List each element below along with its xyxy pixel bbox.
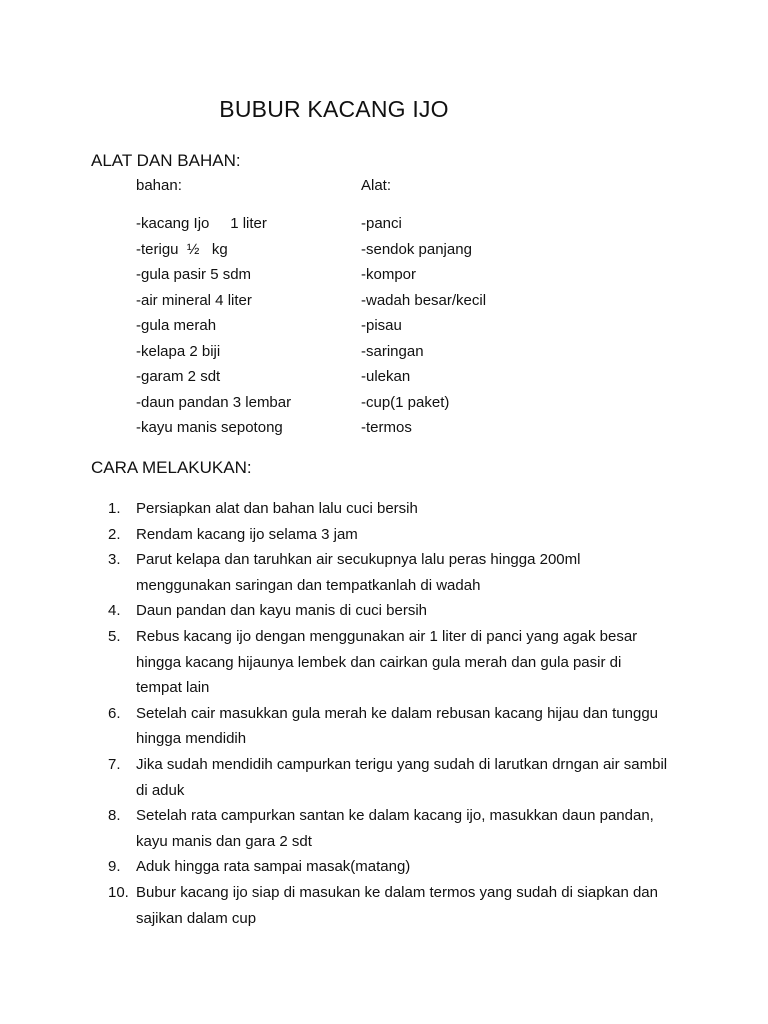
step-item bbox=[108, 803, 668, 854]
steps-list bbox=[108, 496, 668, 931]
step-text: Parut kelapa dan taruhkan air secukupnya lalu peras hingga 200ml menggunakan saringan dan tempatkanlah di wadah bbox=[136, 551, 581, 594]
step-item bbox=[108, 624, 668, 701]
step-text: Rendam kacang ijo selama 3 jam bbox=[136, 525, 358, 543]
alat-item: -panci bbox=[361, 215, 402, 232]
step-text: Setelah rata campurkan santan ke dalam kacang ijo, masukkan daun pandan, kayu manis dan gara 2 sdt bbox=[136, 807, 654, 850]
alat-item: -cup(1 paket) bbox=[361, 393, 450, 411]
bahan-item: -daun pandan 3 lembar bbox=[136, 393, 292, 411]
tools-materials-heading: ALAT DAN BAHAN: bbox=[91, 151, 241, 170]
step-number: 3. bbox=[108, 551, 121, 569]
alat-item: -sendok panjang bbox=[361, 240, 472, 258]
step-text: Setelah cair masukkan gula merah ke dalam rebusan kacang hijau dan tunggu hingga mendidih bbox=[136, 704, 658, 748]
step-text: Bubur kacang ijo siap di masukan ke dalam termos yang sudah di siapkan dan sajikan dalam cup bbox=[136, 883, 658, 927]
bahan-item: -garam 2 sdt bbox=[136, 368, 221, 385]
step-item bbox=[108, 598, 668, 624]
alat-heading: Alat: bbox=[361, 177, 392, 194]
alat-list bbox=[361, 211, 601, 441]
step-number: 2. bbox=[108, 525, 121, 543]
step-number: 7. bbox=[108, 755, 121, 773]
alat-item: -saringan bbox=[361, 342, 424, 360]
step-text: Jika sudah mendidih campurkan terigu yang sudah di larutkan drngan air sambil di aduk bbox=[136, 755, 668, 799]
alat-item: -kompor bbox=[361, 266, 417, 283]
bahan-item: -kayu manis sepotong bbox=[136, 419, 283, 436]
alat-item: -termos bbox=[361, 419, 412, 436]
step-number: 4. bbox=[108, 602, 121, 620]
step-item bbox=[108, 522, 668, 548]
bahan-item: -terigu ½ kg bbox=[136, 240, 228, 258]
method-heading: CARA MELAKUKAN: bbox=[91, 458, 252, 477]
alat-item: -ulekan bbox=[361, 368, 411, 385]
step-number: 8. bbox=[108, 807, 121, 825]
bahan-item: -air mineral 4 liter bbox=[136, 291, 252, 309]
step-text: Daun pandan dan kayu manis di cuci bersih bbox=[136, 602, 428, 620]
step-item bbox=[108, 496, 668, 522]
step-item bbox=[108, 547, 668, 598]
step-item bbox=[108, 701, 668, 752]
bahan-item: -gula pasir 5 sdm bbox=[136, 266, 252, 283]
bahan-heading: bahan: bbox=[136, 177, 182, 194]
page-title: BUBUR KACANG IJO bbox=[219, 96, 449, 122]
step-item bbox=[108, 854, 668, 880]
bahan-item: -kelapa 2 biji bbox=[136, 342, 221, 360]
step-number: 9. bbox=[108, 858, 121, 876]
bahan-list bbox=[136, 211, 356, 441]
alat-item: -wadah besar/kecil bbox=[361, 291, 487, 309]
step-item bbox=[108, 752, 668, 803]
step-number: 5. bbox=[108, 627, 121, 645]
alat-item: -pisau bbox=[361, 317, 402, 334]
step-number: 6. bbox=[108, 704, 121, 722]
step-number: 10. bbox=[108, 883, 129, 901]
step-item bbox=[108, 880, 668, 931]
step-number: 1. bbox=[108, 500, 121, 517]
step-text: Persiapkan alat dan bahan lalu cuci bersih bbox=[136, 500, 418, 517]
bahan-item: -kacang Ijo 1 liter bbox=[136, 215, 267, 232]
step-text: Rebus kacang ijo dengan menggunakan air 1 liter di panci yang agak besar hingga kacang hijaunya lembek dan cairkan gula merah dan gula pasir di tempat lain bbox=[136, 627, 638, 697]
step-text: Aduk hingga rata sampai masak(matang) bbox=[136, 858, 411, 876]
bahan-item: -gula merah bbox=[136, 317, 217, 334]
